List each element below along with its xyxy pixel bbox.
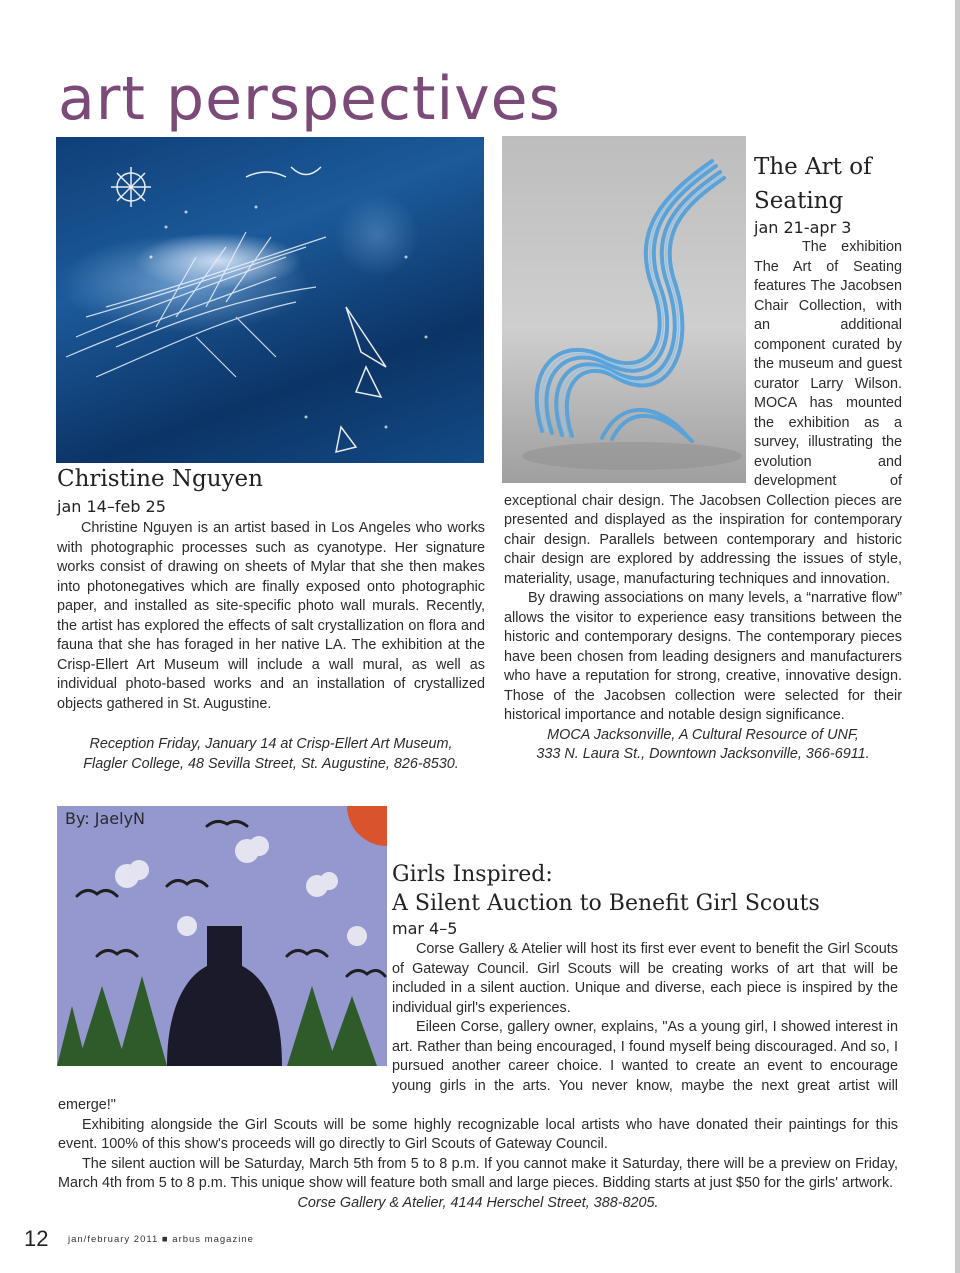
- girls-dates: mar 4–5: [392, 919, 458, 938]
- nguyen-title: Christine Nguyen: [57, 466, 263, 492]
- cyanotype-image: [56, 137, 484, 463]
- seating-credit-line-2: 333 N. Laura St., Downtown Jacksonville, 366-6911.: [536, 746, 870, 762]
- girls-paragraph-3: Exhibiting alongside the Girl Scouts will be some highly recognizable local artists who have donated their paintings for this event. 100% of this show's proceeds will go directly to Girl Scouts of Gateway Council.: [58, 1116, 898, 1152]
- page-header: art perspectives: [58, 64, 561, 134]
- page-edge: [955, 0, 960, 1273]
- nguyen-credit: [57, 735, 485, 774]
- page-number: 12: [24, 1226, 49, 1251]
- seating-article: [504, 150, 902, 765]
- seating-credit: [504, 726, 902, 765]
- seating-title-line-1: The Art of: [754, 154, 872, 180]
- girls-paragraph-2: Eileen Corse, gallery owner, explains, "As a young girl, I showed interest in art. Rather than being encouraged, I found myself being discouraged. And so, I pursued another career choice. I wanted to create an event to encourage young girls in the arts. You never know, maybe the next great artist will emerge!": [58, 1019, 898, 1113]
- footer-separator: ■: [161, 1234, 169, 1245]
- cyanotype-artwork: [56, 137, 484, 463]
- seating-title-line-2: Seating: [754, 188, 844, 214]
- seating-dates: jan 21-apr 3: [754, 218, 852, 237]
- nguyen-paragraph: Christine Nguyen is an artist based in Los Angeles who works with photographic processes such as cyanotype. Her signature works consist of drawing on sheets of Mylar that she then makes into photonegatives which are finally exposed onto photographic paper, and installed as site-specific photo wall murals. Recently, the artist has explored the effects of salt crystallization on flora and fauna that she has foraged in her native LA. The exhibition at the Crisp-Ellert Art Museum will include a wall mural, as well as individual photo-based works and an installation of crystallized objects gathered in St. Augustine.: [57, 520, 485, 712]
- girls-title-line-2: A Silent Auction to Benefit Girl Scouts: [392, 891, 820, 916]
- nguyen-credit-line-1: Reception Friday, January 14 at Crisp-Ellert Art Museum,: [89, 736, 453, 752]
- girls-title-line-1: Girls Inspired:: [392, 862, 553, 887]
- nguyen-body: [57, 519, 485, 714]
- girls-paragraph-1: Corse Gallery & Atelier will host its first ever event to benefit the Girl Scouts of Gateway Council. Girl Scouts will be creating works of art that will be included in a silent auction. Unique and diverse, each piece is inspired by the individual girl's experiences.: [392, 941, 898, 1016]
- seating-credit-line-1: MOCA Jacksonville, A Cultural Resource of UNF,: [547, 726, 859, 743]
- seating-paragraph-2: By drawing associations on many levels, a “narrative flow” allows the visitor to experience easy transitions between the historic and contemporary designs. The contemporary pieces have been chosen from leading designers and manufacturers who have a reputation for strong, creative, innovative design. Those of the Jacobsen collection were selected for their historical importance and notable design significance.: [504, 590, 902, 723]
- chair-image-spacer: [504, 150, 754, 486]
- girls-article: [58, 860, 898, 1213]
- seating-paragraph-1: The exhibition The Art of Seating features The Jacobsen Chair Collection, with an additional component curated by the museum and guest curator Larry Wilson. MOCA has mounted the exhibition as a survey, illustrating the evolution and development of exceptional chair design. The Jacobsen Collection pieces are presented and displayed as the inspiration for contemporary chair design. Parallels between contemporary and historic chair design are explored by addressing the issues of style, materiality, usage, manufacturing techniques and innovation.: [504, 239, 902, 587]
- girls-credit: Corse Gallery & Atelier, 4144 Herschel Street, 388-8205.: [297, 1194, 659, 1211]
- nguyen-credit-line-2: Flagler College, 48 Sevilla Street, St. Augustine, 826-8530.: [83, 755, 459, 772]
- footer-issue-date: jan/february 2011: [68, 1234, 159, 1245]
- nguyen-dates: jan 14–feb 25: [57, 497, 166, 516]
- painting-image-spacer: [58, 860, 392, 1083]
- footer-issue: [68, 1234, 254, 1245]
- girls-paragraph-4: The silent auction will be Saturday, March 5th from 5 to 8 p.m. If you cannot make it Saturday, there will be a preview on Friday, March 4th from 5 to 8 p.m. This unique show will feature both small and large pieces. Bidding starts at just $50 for the girls' artwork.: [58, 1155, 898, 1191]
- footer-magazine: arbus magazine: [172, 1234, 254, 1245]
- painting-signature: By: JaelyN: [65, 809, 146, 828]
